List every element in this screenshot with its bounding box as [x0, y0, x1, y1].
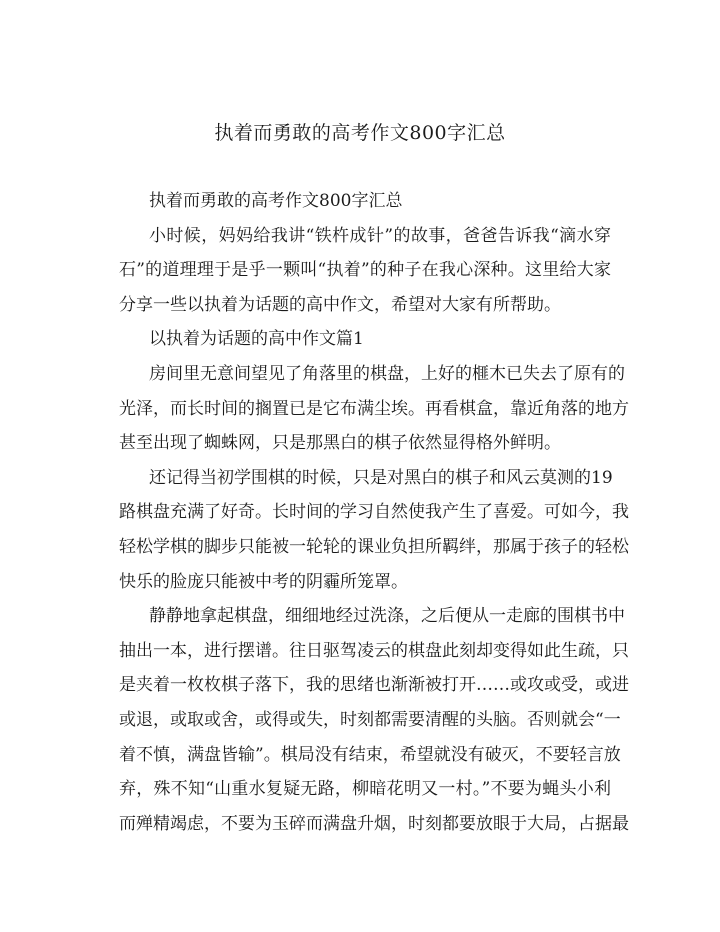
document-title: 执着而勇敢的高考作文800字汇总: [214, 122, 506, 144]
text-line: 甚至出现了蜘蛛网，只是那黑白的棋子依然显得格外鲜明。: [119, 433, 561, 454]
text-line: 或退，或取或舍，或得或失，时刻都需要清醒的头脑。否则就会“一: [119, 709, 621, 730]
text-line: 是夹着一枚枚棋子落下，我的思绪也渐渐被打开……或攻或受，或进: [119, 675, 629, 696]
text-line: 抽出一本，进行摆谱。往日驱驾凌云的棋盘此刻却变得如此生疏，只: [119, 640, 629, 661]
text-line: 快乐的脸庞只能被中考的阴霾所笼罩。: [119, 571, 408, 592]
text-line: 轻松学棋的脚步只能被一轮轮的课业负担所羁绊，那属于孩子的轻松: [119, 536, 629, 557]
text-line: 着不慎，满盘皆输”。棋局没有结束，希望就没有破灭，不要轻言放: [119, 744, 621, 765]
text-line: 小时候，妈妈给我讲“铁杵成针”的故事，爸爸告诉我“滴水穿: [149, 225, 611, 246]
document-subtitle-line: 执着而勇敢的高考作文800字汇总: [149, 191, 403, 211]
text-line: 分享一些以执着为话题的高中作文，希望对大家有所帮助。: [119, 294, 561, 315]
text-line: 光泽，而长时间的搁置已是它布满尘埃。再看棋盒，靠近角落的地方: [119, 398, 629, 419]
text-line: 而殚精竭虑，不要为玉碎而满盘升烟，时刻都要放眼于大局，占据最: [119, 813, 629, 834]
document-body: [119, 184, 629, 841]
text-line: 静静地拿起棋盘，细细地经过洗涤，之后便从一走廊的围棋书中: [149, 606, 625, 627]
text-line: 弃，殊不知“山重水复疑无路，柳暗花明又一村。”不要为蝇头小利: [119, 779, 611, 800]
text-line: 房间里无意间望见了角落里的棋盘，上好的榧木已失去了原有的: [149, 363, 625, 384]
text-line: 石”的道理理于是乎一颗叫“执着”的种子在我心深种。这里给大家: [119, 260, 611, 281]
text-line: 以执着为话题的高中作文篇1: [149, 329, 364, 350]
text-line: 路棋盘充满了好奇。长时间的学习自然使我产生了喜爱。可如今，我: [119, 502, 629, 523]
text-line: 还记得当初学围棋的时候，只是对黑白的棋子和风云莫测的19: [149, 467, 613, 488]
